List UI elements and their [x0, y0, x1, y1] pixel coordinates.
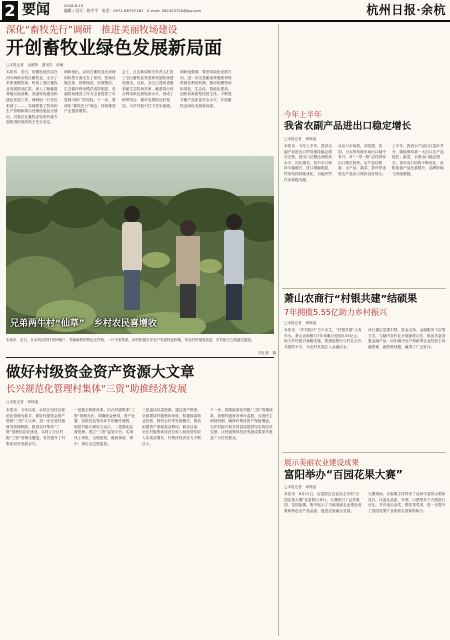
article3-headline: 我省农副产品进出口稳定增长	[284, 121, 412, 132]
article4-column-1: 本报讯 “乡村振兴”方兴未艾，“村银共建”大有作为。萧山农商银行7年来累计投放5.55亿元，助力乡村振兴战略实施，搭建起银行与村社合作共建的平台，为农村发展注入金融活水。	[284, 328, 362, 349]
article2-column-3: 三是盘活存量资源。通过清产核资，全面摸清村级集体家底，积极探索物业经营、股份合作等发展模式，推动闲置资产资源盘活利用。截至目前，全区村级集体经济总收入和经营性收入实现双增长，村集体经济实力不断壮大。	[142, 408, 201, 446]
article3-byline: □本报记者 章铸凌	[284, 137, 317, 141]
page-header	[0, 0, 450, 22]
photo-credit: 刘仕斌 摄	[258, 351, 276, 355]
article1-byline: □本报记者 金颖特 通讯员 孙楠	[6, 63, 64, 67]
email-line: E-mail: 562423720@qq.com	[147, 8, 202, 13]
article1-column-4: 调研组强调，要坚持绿色发展方向，进一步完善畜禽养殖废弃物资源化利用机制，推动规模牧场标准化、生态化、智能化建设，加快培育新型经营主体，不断提升畜产品质量安全水平，开创畜牧业绿色发展新局面。	[180, 70, 232, 108]
article2-column-2: 一是健全制度体系。出台村级集体“三资”管理办法，明确资金使用、资产处置、资源发包等各环节的操作流程，规范村级小微权力运行。二是强化监督管理。建立“三资”监管平台，实现线上审批、全程留痕，做到事前、事中、事后全过程监管。	[74, 408, 135, 446]
header-meta	[64, 3, 264, 13]
article5-column-2: 大赛现场，各参赛主体带来了品种丰富的水果和花卉，评委从品质、外观、口感等多个方面进行评比，并评选出金奖、银奖等奖项，进一步提升了富阳花果产业的知名度和影响力。	[368, 492, 446, 513]
divider-left-mid	[6, 357, 274, 358]
divider-right-1	[282, 288, 446, 289]
article3-kicker: 今年上半年	[284, 110, 322, 119]
header-rule	[0, 20, 450, 22]
masthead-logo: 杭州日报·余杭	[366, 3, 446, 17]
article5-kicker: 展示美丽农业建设成果	[284, 458, 359, 467]
article1-kicker: 深化“畜牧先行”调研 推进美丽牧场建设	[6, 25, 178, 36]
article1-column-1: 本报讯 近日，省畜牧兽医局在四川调研余杭区畜牧业，走访了多家规模牧场，听取了我区畜牧业发展情况汇报，深入了解畜禽养殖污染治理、美丽牧场建设和绿色发展工作。调研组一行先后来到了……，实地察看了牧场的生产管理和粪污处理设施运行情况，对我区在畜牧业转型升级方面取得的成效给予充分肯定。	[6, 70, 58, 125]
article2-byline: □本报记者 章铸凌	[6, 400, 39, 404]
article1-column-2: 调研指出，余杭区畜牧业在治理和转型方面走在了前列，牧场设施完善，管理规范，环境整洁，生态循环利用模式成效明显，美丽牧场建设工作为全省提供了可复制可推广的经验。下一步，要深化“畜牧先行”理念，持续推进产业提质增效。	[64, 70, 116, 114]
article2-headline: 做好村级资金资产资源大文章	[6, 365, 195, 381]
article3-column-1: 本报讯 今年上半年，我省农副产品进出口贸易保持稳定增长态势，进出口总额达到较高水平，同比增长。其中出口保持平稳增长，进口增幅明显，贸易结构持续优化，为稳外贸作出积极贡献。	[284, 144, 332, 182]
article4-column-2: 该行通过党建引领、资金支持、金融服务下沉等方式，与辖内各村社开展深度合作，推出多款普惠金融产品，切实解决农户和新型农业经营主体融资难、融资贵问题，赢得了广泛好评。	[368, 328, 446, 349]
page-number: 2	[2, 1, 18, 20]
article4-subhead: 7年拥揽5.55亿助力乡村振兴	[284, 308, 387, 317]
column-divider	[278, 24, 279, 636]
photo-caption: 兄弟两牛村“仙草” 乡村农民喜增收	[10, 319, 157, 329]
article5-column-1: 本报讯 8月11日，由富阳区农业局主办的“百园花果大赛”在富阳区举行。大赛吸引了众多果园、花园参赛，集中展示了当地美丽农业建设成果和特色农产品品质，促进农旅融合发展。	[284, 492, 362, 513]
article2-subhead: 长兴规范化管理村集体“三资”助推经济发展	[6, 384, 187, 395]
article2-column-4: 下一步，将继续深化村级“三资”管理改革，加强村级财务审计监督，完善民主理财机制，确保村集体资产保值增值，为乡村振兴和共同富裕提供坚实的经济支撑，让村级集体经济发展成果更多惠及广大村民群众。	[210, 408, 273, 440]
issue-date: 2018.8.15	[64, 3, 84, 8]
article4-headline: 萧山农商行“村银共建”结硕果	[284, 294, 418, 305]
article4-byline: □本报记者 章铸凌	[284, 321, 317, 325]
article5-headline: 富阳举办“百园花果大赛”	[284, 469, 403, 481]
editor-line: 编辑 / 设计：陈宇平	[64, 8, 99, 13]
divider-right-2	[282, 452, 446, 453]
photo-note: 本报讯 近日，在余杭区的村民种植户，采摘新鲜的特色农作物，一片丰收景象。该村积极引导农户发展特色种植，带动村民增收致富，乡村振兴之路越走越宽。	[6, 338, 255, 342]
article3-column-2: 从出口市场看，对欧盟、美国、日本等传统市场出口稳中有升，对“一带一路”沿线国家出口增长较快。从产品结构看，水产品、蔬菜、茶叶等优势农产品出口保持良好势头。	[338, 144, 387, 176]
section-name: 要闻	[22, 2, 50, 18]
article1-column-3: 会上，区农林局相关负责人汇报了全区畜牧业发展和美丽牧场建设情况。目前，全区已建成省级美丽生态牧场多家，畜禽粪污综合利用率达到较高水平，形成了种养结合、循环发展的良好格局，为乡村振兴打下坚实基础。	[122, 70, 174, 108]
phone-line: 电话：0571-86757187	[101, 8, 144, 13]
farm-photo	[6, 156, 274, 334]
article2-column-1: 本报讯 今年以来，余杭区坚持以规范化管理为抓手，做好村级资金资产资源“三资”大文章，进一步完善村级财务管理制度，推进农村集体“三资”管理信息化建设，实现了全区村级“三资”管理全覆盖，有效提升了村集体经济发展水平。	[6, 408, 66, 446]
article1-headline: 开创畜牧业绿色发展新局面	[6, 38, 222, 59]
article3-column-3: 上半年，我省水产品出口量价齐升，继续保持第一大出口农产品地位；蔬菜、水果出口稳定增长；茶叶出口结构不断优化，高附加值产品比重提升，品牌影响力持续增强。	[392, 144, 444, 176]
article5-byline: □本报记者 章铸凌	[284, 485, 317, 489]
